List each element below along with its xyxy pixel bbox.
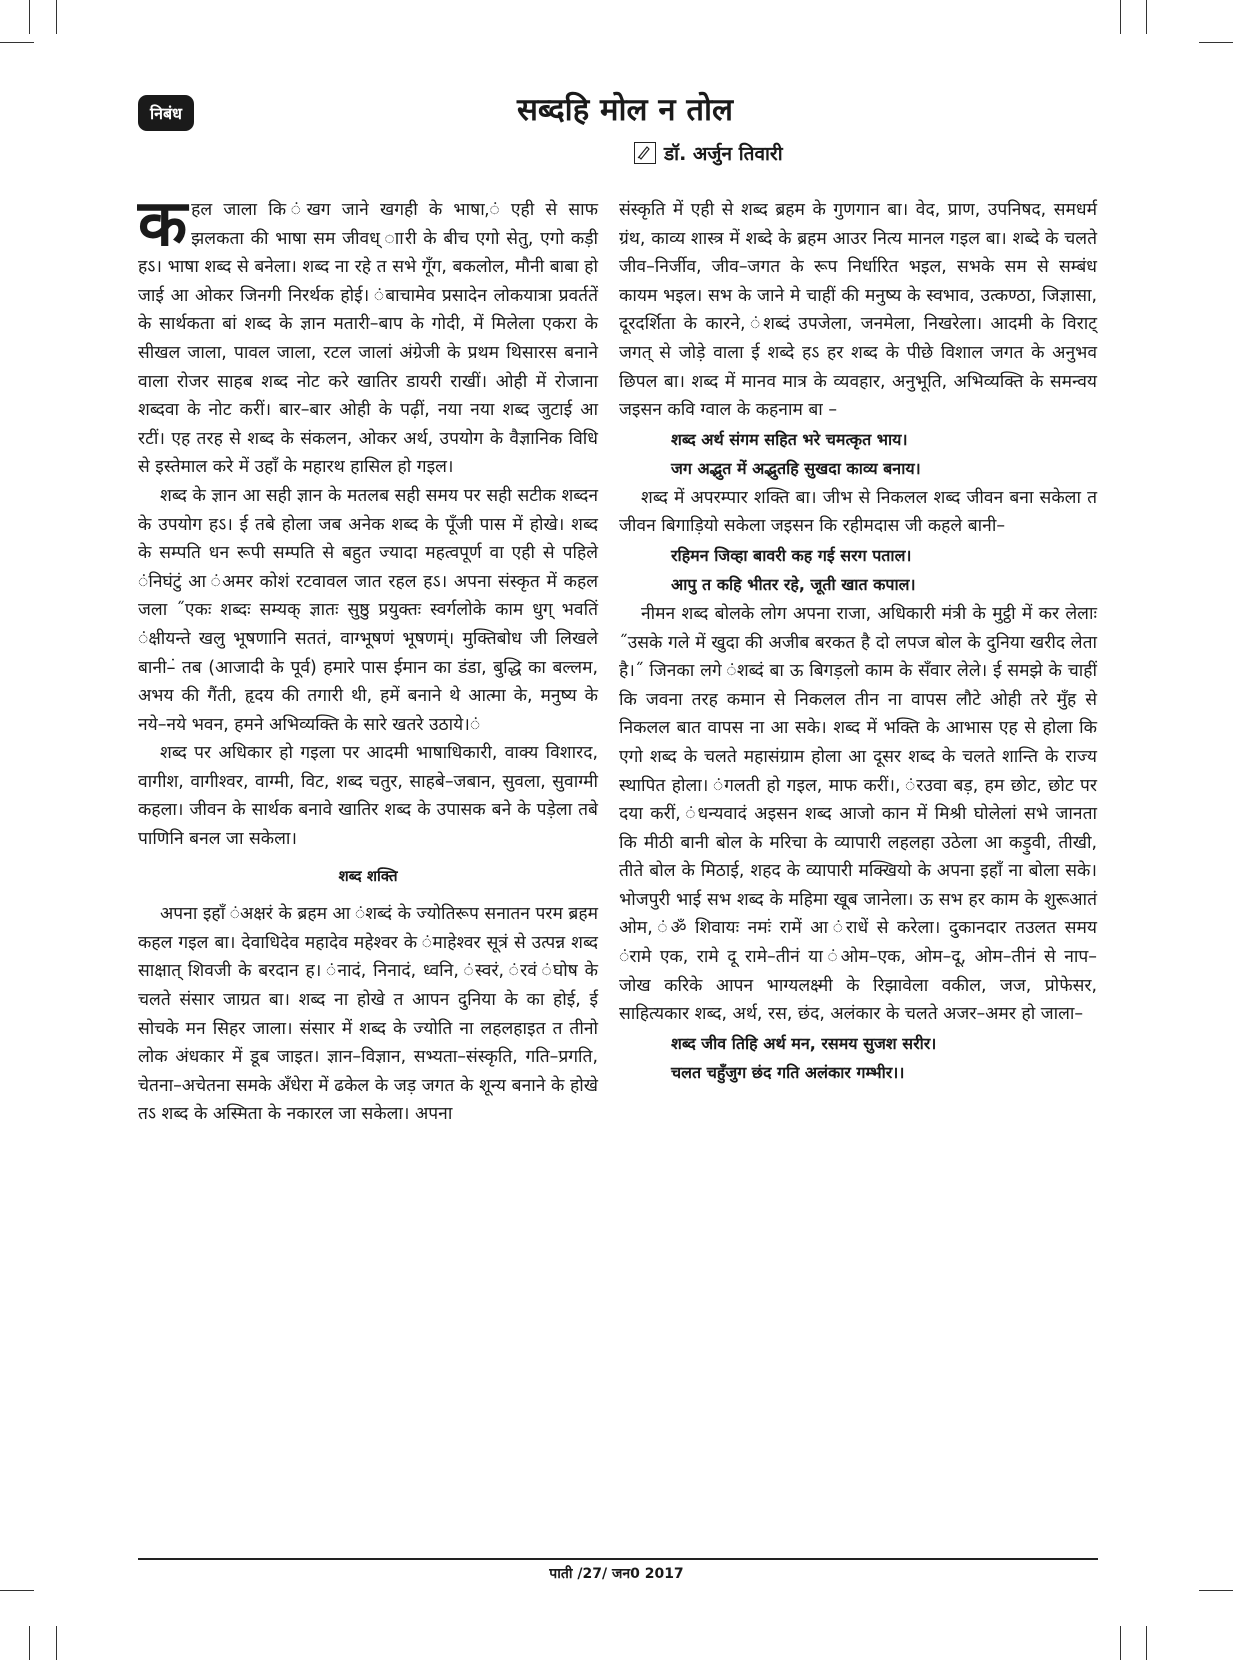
left-column xyxy=(138,187,598,1129)
verse-line: आपु त कहि भीतर रहे, जूती खात कपाल। xyxy=(671,575,916,595)
paragraph: शब्द पर अधिकार हो गइला पर आदमी भाषाधिकारी, वाक्य विशारद, वागीश, वागीश्वर, वाग्मी, विट, शब्द चतुर, साहबे–जबान, सुवला, सुवाग्मी कहला। जीवन के सार्थक बनावे खातिर शब्द के उपासक बने के पड़ेला तबे पाणिनि बनल जा सकेला। xyxy=(138,743,598,850)
verse-line: शब्द जीव तिहि अर्थ मन, रसमय सुजश सरीर। xyxy=(671,1033,937,1053)
crop-mark xyxy=(1146,1626,1147,1660)
section-badge: निबंध xyxy=(138,95,194,131)
verse-line: रहिमन जिव्हा बावरी कह गई सरग पताल। xyxy=(671,545,912,565)
crop-mark xyxy=(29,0,30,34)
subheading: शब्द शक्ति xyxy=(338,866,398,885)
verse-line: शब्द अर्थ संगम सहित भरे चमत्कृत भाय। xyxy=(671,429,908,449)
page-title: सब्दहि मोल न तोल xyxy=(516,92,734,128)
crop-mark xyxy=(29,1626,30,1660)
page-footer: पाती /27/ जन0 2017 xyxy=(549,1566,684,1582)
drop-cap: क xyxy=(138,187,188,261)
paragraph: शब्द के ज्ञान आ सही ज्ञान के मतलब सही समय पर सही सटीक शब्दन के उपयोग हऽ। ई तबे होला जब अनेक शब्द के पूँजी पास में होखे। शब्द के सम्पति धन रूपी सम्पति से बहुत ज्यादा महत्वपूर्ण वा एही से पहिले ंनिघंटुं आ ंअमर कोशं रटवावल जात रहल हऽ। अपना संस्कृत में कहल जला ˝एकः शब्दः सम्यक् ज्ञातः सुष्ठु प्रयुक्तः स्वर्गलोके काम धुग् भवतिं ंक्षीयन्ते खलु भूषणानि सततं, वाग्भूषणं भूषणम्ं। मुक्तिबोध जी लिखले बानी–ं तब (आजादी के पूर्व) हमारे पास ईमान का डंडा, बुद्धि का बल्लम, अभय की गैंती, हृदय की तगारी थी, हमें बनाने थे आत्मा के, मनुष्य के नये–नये भवन, हमने अभिव्यक्ति के सारे खतरे उठाये।ं xyxy=(138,485,598,735)
paragraph-text: हल जाला कि ंखग जाने खगही के भाषा,ं एही से साफ झलकता की भाषा सम जीवध् ाारी के बीच एगो सेतु, एगो कड़ी हऽ। भाषा शब्द से बनेला। शब्द ना रहे त सभे गूँग, बकलोल, मौनी बाबा हो जाई आ ओकर जिनगी निरर्थक होई। ंबाचामेव प्रसादेन लोकयात्रा प्रवर्ततें के सार्थकता बां शब्द के ज्ञान मतारी–बाप के गोदी, में मिलेला एकरा के सीखल जाला, पावल जाला, रटल जालां अंग्रेजी के प्रथम थिसारस बनाने वाला रोजर साहब शब्द नोट करे खातिर डायरी राखीं। ओही में रोजाना शब्दवा के नोट करीं। बार–बार ओही के पढ़ीं, नया नया शब्द जुटाई आ रटीं। एह तरह से शब्द के संकलन, ओकर अर्थ, उपयोग के वैज्ञानिक विधि से इस्तेमाल करे में उहाँ के महारथ हासिल हो गइल। xyxy=(138,200,598,478)
crop-mark xyxy=(56,1626,57,1660)
crop-mark xyxy=(1199,42,1233,43)
crop-mark xyxy=(1120,1626,1121,1660)
footer-rule xyxy=(138,1558,1098,1560)
crop-mark xyxy=(0,1590,34,1591)
right-column xyxy=(619,196,1097,1088)
author-name: डॉ. अर्जुन तिवारी xyxy=(664,143,783,165)
crop-mark xyxy=(1146,0,1147,34)
verse-line: चलत चहुँजुग छंद गति अलंकार गम्भीर।। xyxy=(671,1063,905,1083)
paragraph: अपना इहाँ ंअक्षरं के ब्रहम आ ंशब्दं के ज्योतिरूप सनातन परम ब्रहम कहल गइल बा। देवाधिदेव महादेव महेश्वर के ंमाहेश्वर सूत्रं से उत्पन्न शब्द साक्षात् शिवजी के बरदान ह। ंनादं, निनादं, ध्वनि, ंस्वरं, ंरवं ंघोष के चलते संसार जाग्रत बा। शब्द ना होखे त आपन दुनिया के का होई, ई सोचके मन सिहर जाला। संसार में शब्द के ज्योति ना लहलहाइत त तीनो लोक अंधकार में डूब जाइत। ज्ञान–विज्ञान, सभ्यता–संस्कृति, गति–प्रगति, चेतना–अचेतना समके अँधेरा में ढकेल के जड़ जगत के शून्य बनाने के होखे तऽ शब्द के अस्मिता के नकारल जा सकेला। अपना xyxy=(138,904,598,1125)
author-line xyxy=(634,140,783,166)
paragraph: नीमन शब्द बोलके लोग अपना राजा, अधिकारी मंत्री के मुट्ठी में कर लेलाः ˝उसके गले में खुदा की अजीब बरकत है दो लपज बोल के दुनिया खरीद लेता है।˝ जिनका लगे ंशब्दं बा ऊ बिगड़लो काम के सँवार लेले। ई समझे के चाहीं कि जवना तरह कमान से निकलल तीन ना वापस लौटे ओही तरे मुँह से निकलल बात वापस ना आ सके। शब्द में भक्ति के आभास एह से होला कि एगो शब्द के चलते महासंग्राम होला आ दूसर शब्द के चलते शान्ति के राज्य स्थापित होला। ंगलती हो गइल, माफ करीं।, ंरउवा बड़, हम छोट, छोट पर दया करीं, ंधन्यवादं अइसन शब्द आजो कान में मिश्री घोलेलां सभे जानता कि मीठी बानी बोल के मरिचा के व्यापारी लहलहा उठेला आ कड़ुवी, तीखी, तीते बोल के मिठाई, शहद के व्यापारी मक्खियो के अपना इहाँ ना बोला सके। भोजपुरी भाई सभ शब्द के महिमा खूब जानेला। ऊ सभ हर काम के शुरूआतं ओम, ंॐ शिवायः नमःं रामें आ ंराधें से करेला। दुकानदार तउलत समय ंरामे एक, रामे दू रामे–तीनं या ंओम–एक, ओम–दू, ओम–तीनं से नाप–जोख करिके आपन भाग्यलक्ष्मी के रिझावेला वकील, जज, प्रोफेसर, साहित्यकार शब्द, अर्थ, रस, छंद, अलंकार के चलते अजर–अमर हो जाला– xyxy=(619,603,1097,1025)
crop-mark xyxy=(56,0,57,34)
crop-mark xyxy=(0,42,34,43)
pen-icon xyxy=(634,142,656,164)
crop-mark xyxy=(1120,0,1121,34)
verse-line: जग अद्भुत में अद्भुतहि सुखदा काव्य बनाय। xyxy=(671,459,921,479)
paragraph: संस्कृति में एही से शब्द ब्रहम के गुणगान बा। वेद, प्राण, उपनिषद, समधर्म ग्रंथ, काव्य शास्त्र में शब्दे के ब्रहम आउर नित्य मानल गइल बा। शब्दे के चलते जीव–निर्जीव, जीव–जगत के रूप निर्धारित भइल, सभके सम से सम्बंध कायम भइल। सभ के जाने मे चाहीं की मनुष्य के स्वभाव, उत्कण्ठा, जिज्ञासा, दूरदर्शिता के कारने, ंशब्दं उपजेला, जनमेला, निखरेला। आदमी के विराट् जगत् से जोड़े वाला ई शब्दे हऽ हर शब्द के पीछे विशाल जगत के अनुभव छिपल बा। शब्द में मानव मात्र के व्यवहार, अनुभूति, अभिव्यक्ति के समन्वय जइसन कवि ग्वाल के कहनाम बा – xyxy=(619,200,1097,421)
paragraph: शब्द में अपरम्पार शक्ति बा। जीभ से निकलल शब्द जीवन बना सकेला त जीवन बिगाड़ियो सकेला जइसन कि रहीमदास जी कहले बानी– xyxy=(619,487,1097,537)
paragraph xyxy=(138,187,598,482)
crop-mark xyxy=(1199,1590,1233,1591)
